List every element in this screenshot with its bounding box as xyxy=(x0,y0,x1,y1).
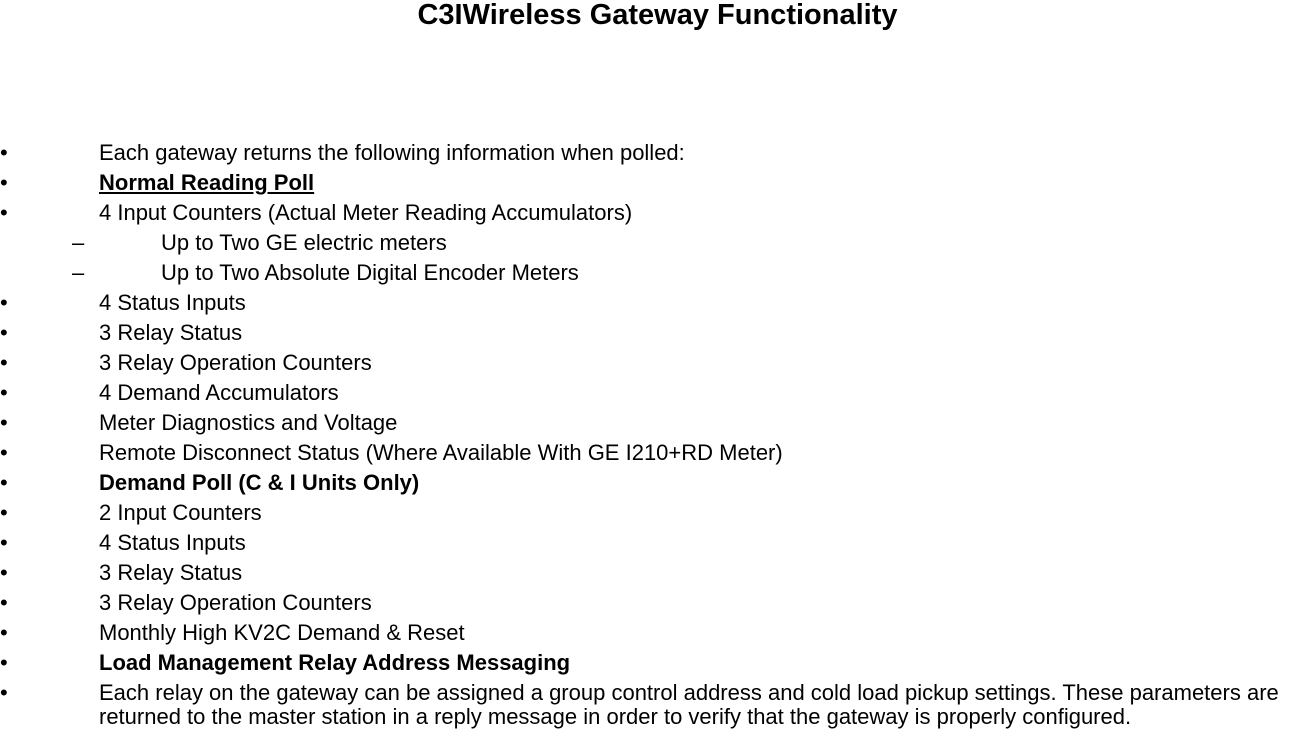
list-item-text: Up to Two GE electric meters xyxy=(161,230,447,255)
list-item xyxy=(0,558,1315,588)
list-item-heading-normal-reading-poll xyxy=(0,168,1315,198)
list-item-text: 3 Relay Operation Counters xyxy=(99,350,372,375)
list-item xyxy=(0,498,1315,528)
sub-list-item xyxy=(0,258,1315,288)
list-item xyxy=(0,348,1315,378)
bullet-marker: • xyxy=(0,620,8,645)
bullet-marker: • xyxy=(0,440,8,465)
list-item xyxy=(0,198,1315,228)
slide-title: C3IWireless Gateway Functionality xyxy=(417,0,898,31)
bullet-marker: • xyxy=(0,680,8,705)
list-item xyxy=(0,318,1315,348)
bullet-marker: • xyxy=(0,290,8,315)
list-item-text: Remote Disconnect Status (Where Available With GE I210+RD Meter) xyxy=(99,440,783,465)
list-item-text: Up to Two Absolute Digital Encoder Meters xyxy=(161,260,579,285)
bullet-marker: • xyxy=(0,200,8,225)
list-item-text: Meter Diagnostics and Voltage xyxy=(99,410,398,435)
list-item-text: Each gateway returns the following information when polled: xyxy=(99,140,685,165)
list-item-paragraph xyxy=(0,678,1315,742)
list-item xyxy=(0,588,1315,618)
list-item xyxy=(0,378,1315,408)
bullet-marker: • xyxy=(0,530,8,555)
list-item xyxy=(0,408,1315,438)
bullet-marker: • xyxy=(0,140,8,165)
list-item-heading-demand-poll xyxy=(0,468,1315,498)
list-item xyxy=(0,438,1315,468)
dash-marker: – xyxy=(72,260,85,285)
list-item-text: 3 Relay Status xyxy=(99,320,243,345)
bullet-marker: • xyxy=(0,650,8,675)
bullet-marker: • xyxy=(0,320,8,345)
list-item-text: 4 Demand Accumulators xyxy=(99,380,339,405)
sub-list-item xyxy=(0,228,1315,258)
list-item-text: 4 Status Inputs xyxy=(99,530,246,555)
list-item xyxy=(0,288,1315,318)
list-item-heading-load-management xyxy=(0,648,1315,678)
list-item xyxy=(0,528,1315,558)
list-item-text: Monthly High KV2C Demand & Reset xyxy=(99,620,465,645)
bullet-marker: • xyxy=(0,380,8,405)
bullet-marker: • xyxy=(0,170,8,195)
list-item-text: Demand Poll (C & I Units Only) xyxy=(99,470,420,495)
list-item-text: 3 Relay Status xyxy=(99,560,243,585)
list-item-text: Each relay on the gateway can be assigned a group control address and cold load pickup settings. These parameters are returned to the master station in a reply message in order to verify that the gateway is properly configured. xyxy=(99,680,1279,729)
list-item-text: Normal Reading Poll xyxy=(99,170,315,195)
list-item xyxy=(0,618,1315,648)
list-item-text: Load Management Relay Address Messaging xyxy=(99,650,571,675)
bullet-marker: • xyxy=(0,560,8,585)
list-item xyxy=(0,138,1315,168)
bullet-marker: • xyxy=(0,410,8,435)
bullet-marker: • xyxy=(0,470,8,495)
bullet-list xyxy=(0,138,1315,742)
dash-marker: – xyxy=(72,230,85,255)
bullet-marker: • xyxy=(0,350,8,375)
bullet-marker: • xyxy=(0,590,8,615)
bullet-marker: • xyxy=(0,500,8,525)
list-item-text: 4 Input Counters (Actual Meter Reading Accumulators) xyxy=(99,200,633,225)
list-item-text: 2 Input Counters xyxy=(99,500,262,525)
list-item-text: 4 Status Inputs xyxy=(99,290,246,315)
list-item-text: 3 Relay Operation Counters xyxy=(99,590,372,615)
